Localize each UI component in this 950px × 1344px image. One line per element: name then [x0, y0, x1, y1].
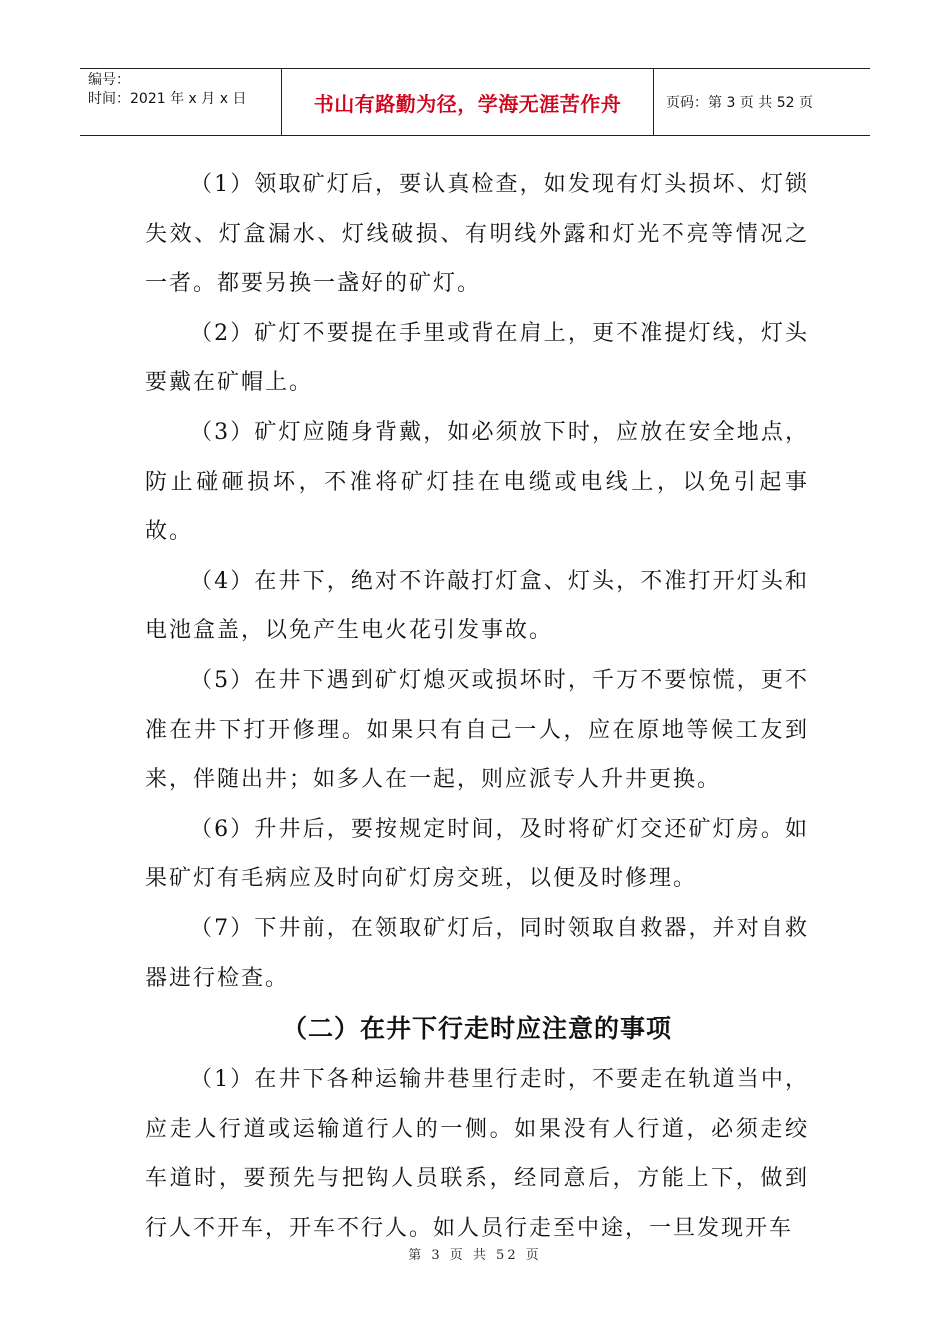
paragraph: （1）领取矿灯后，要认真检查，如发现有灯头损坏、灯锁失效、灯盒漏水、灯线破损、有明线外露和灯光不亮等情况之一者。都要另换一盏好的矿灯。 [145, 172, 809, 297]
header-motto: 书山有路勤为径，学海无涯苦作舟 [282, 69, 654, 135]
serial-number-label: 编号： [88, 72, 130, 88]
paragraph: （2）矿灯不要提在手里或背在肩上，更不准提灯线，灯头要戴在矿帽上。 [145, 320, 809, 396]
paragraph: （6）升井后，要按规定时间，及时将矿灯交还矿灯房。如果矿灯有毛病应及时向矿灯房交班，以便及时修理。 [145, 816, 809, 892]
paragraph: （7）下井前，在领取矿灯后，同时领取自救器，并对自救器进行检查。 [145, 915, 809, 991]
document-body [145, 160, 809, 1253]
section-title: （二）在井下行走时应注意的事项 [281, 1014, 672, 1044]
page-header [80, 68, 870, 136]
paragraph: （4）在井下，绝对不许敲打灯盒、灯头，不准打开灯头和电池盒盖，以免产生电火花引发事故。 [145, 568, 809, 644]
page-footer: 第 3 页 共 52 页 [408, 1248, 542, 1263]
paragraph: （5）在井下遇到矿灯熄灭或损坏时，千万不要惊慌，更不准在井下打开修理。如果只有自己一人，应在原地等候工友到来，伴随出井；如多人在一起，则应派专人升井更换。 [145, 667, 809, 793]
paragraph: （3）矿灯应随身背戴，如必须放下时，应放在安全地点，防止碰砸损坏，不准将矿灯挂在电缆或电线上，以免引起事故。 [145, 419, 809, 545]
date-label: 时间：2021 年 x 月 x 日 [88, 91, 247, 107]
header-page-info: 页码：第 3 页 共 52 页 [666, 95, 813, 111]
paragraph: （1）在井下各种运输井巷里行走时，不要走在轨道当中，应走人行道或运输道行人的一侧。如果没有人行道，必须走绞车道时，要预先与把钩人员联系，经同意后，方能上下，做到行人不开车，开车不行人。如人员行走至中途，一旦发现开车 [145, 1067, 809, 1241]
header-meta [80, 69, 282, 135]
